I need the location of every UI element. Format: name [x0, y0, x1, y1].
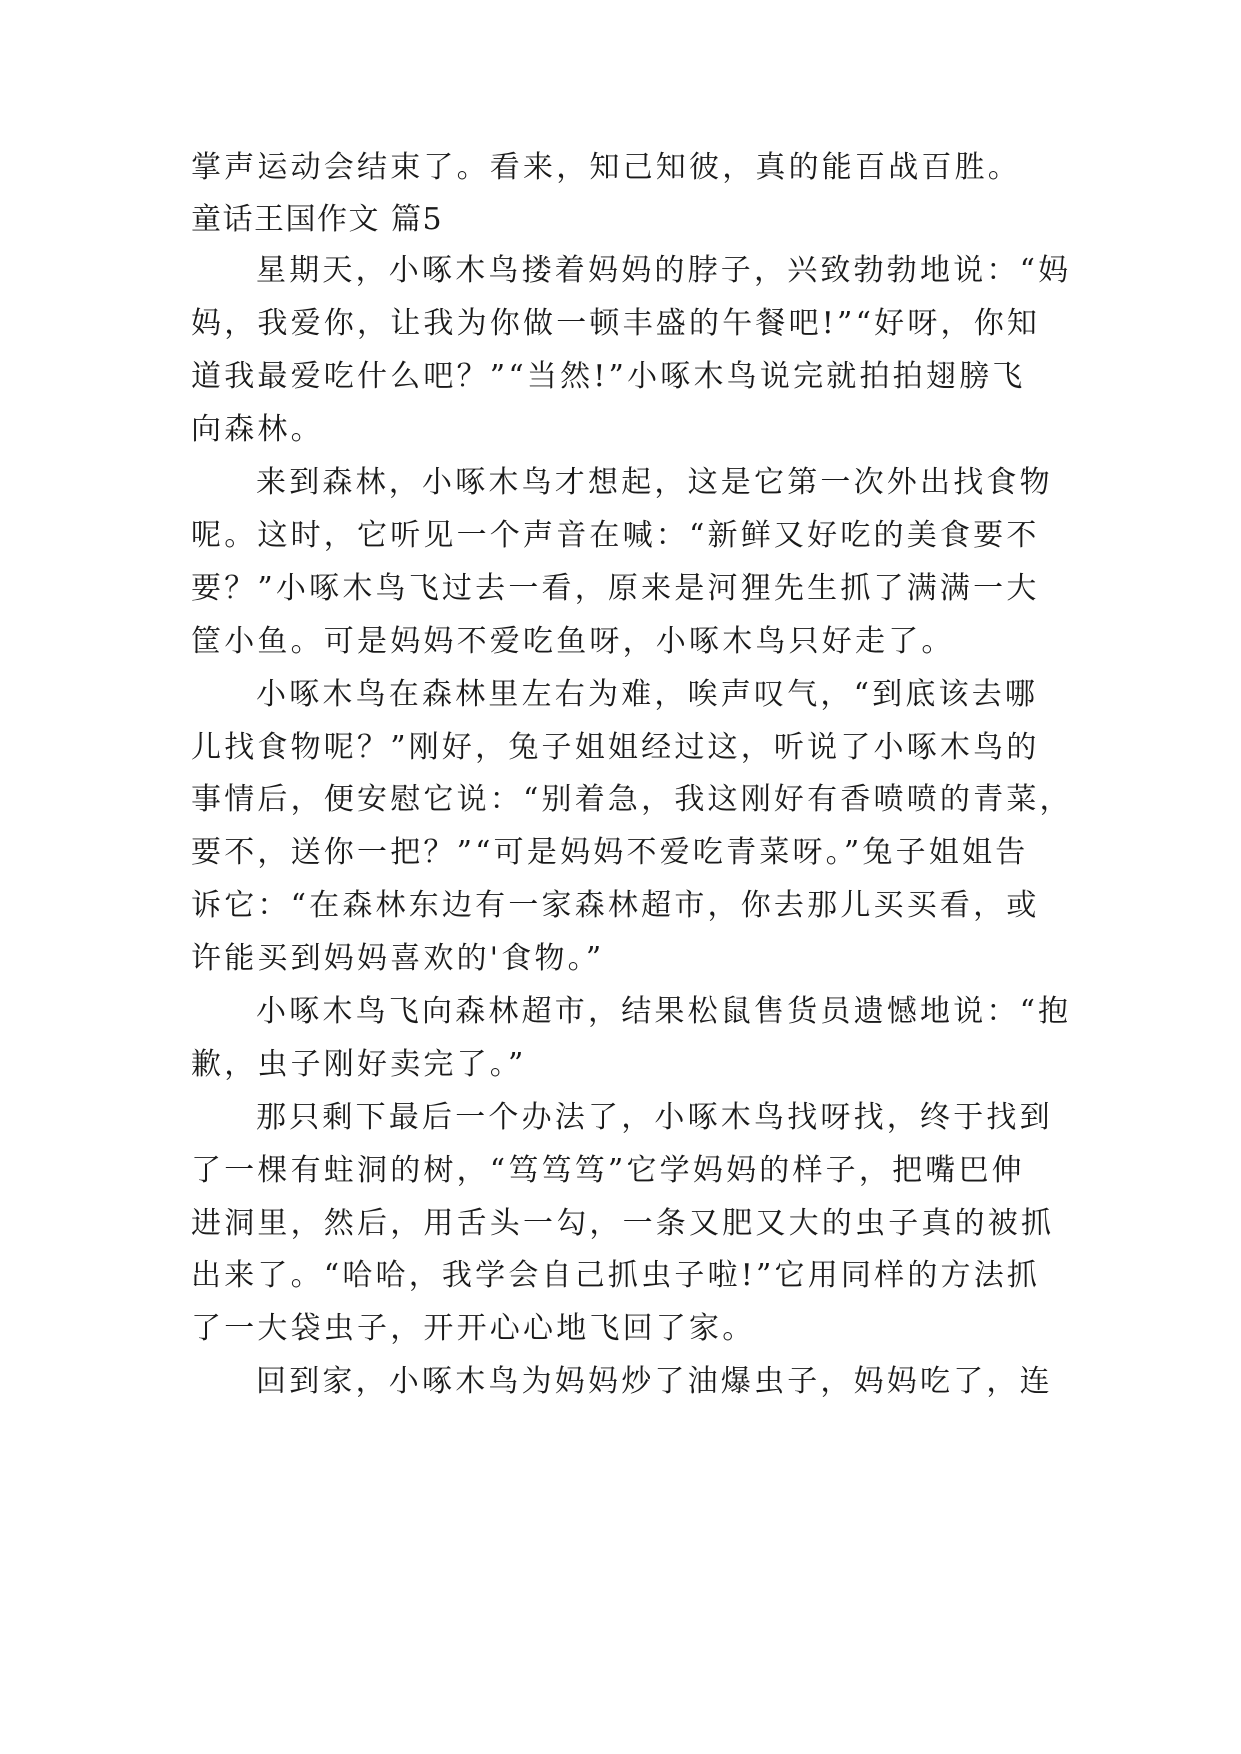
text-line: 进洞里，然后，用舌头一勾，一条又肥又大的虫子真的被抓 — [191, 1206, 1055, 1241]
text-line: 诉它：“在森林东边有一家森林超市，你去那儿买买看，或 — [191, 888, 1040, 923]
text-line: 呢。这时，它听见一个声音在喊：“新鲜又好吃的美食要不 — [191, 518, 1040, 553]
text-line: 向森林。 — [191, 412, 324, 447]
text-line: 了一棵有蛀洞的树，“笃笃笃”它学妈妈的样子，把嘴巴伸 — [191, 1153, 1025, 1188]
text-line: 出来了。“哈哈，我学会自己抓虫子啦!”它用同样的方法抓 — [191, 1258, 1041, 1293]
text-line: 小啄木鸟飞向森林超市，结果松鼠售货员遗憾地说：“抱 — [256, 994, 1072, 1029]
text-line: 事情后，便安慰它说：“别着急，我这刚好有香喷喷的青菜， — [191, 782, 1073, 817]
text-line: 儿找食物呢？”刚好，兔子姐姐经过这，听说了小啄木鸟的 — [191, 730, 1040, 765]
text-line: 了一大袋虫子，开开心心地飞回了家。 — [191, 1311, 756, 1346]
text-line: 回到家，小啄木鸟为妈妈炒了油爆虫子，妈妈吃了，连 — [256, 1364, 1053, 1399]
text-line: 道我最爱吃什么吧？”“当然!”小啄木鸟说完就拍拍翅膀飞 — [191, 359, 1026, 394]
text-line: 筐小鱼。可是妈妈不爱吃鱼呀，小啄木鸟只好走了。 — [191, 624, 955, 659]
text-line: 要不，送你一把？”“可是妈妈不爱吃青菜呀。”兔子姐姐告 — [191, 835, 1029, 870]
text-line: 小啄木鸟在森林里左右为难，唉声叹气，“到底该去哪 — [256, 677, 1039, 712]
text-line: 那只剩下最后一个办法了，小啄木鸟找呀找，终于找到 — [256, 1100, 1053, 1135]
text-line: 歉，虫子刚好卖完了。” — [191, 1047, 527, 1082]
text-line: 掌声运动会结束了。看来，知己知彼，真的能百战百胜。 — [191, 150, 1021, 185]
text-line: 许能买到妈妈喜欢的'食物。” — [191, 941, 605, 976]
text-line: 来到森林，小啄木鸟才想起，这是它第一次外出找食物 — [256, 465, 1053, 500]
text-line: 星期天，小啄木鸟搂着妈妈的脖子，兴致勃勃地说：“妈 — [256, 253, 1072, 288]
section-heading: 童话王国作文 篇5 — [191, 202, 444, 237]
text-line: 妈，我爱你，让我为你做一顿丰盛的午餐吧!”“好呀，你知 — [191, 306, 1041, 341]
text-line: 要？”小啄木鸟飞过去一看，原来是河狸先生抓了满满一大 — [191, 571, 1040, 606]
